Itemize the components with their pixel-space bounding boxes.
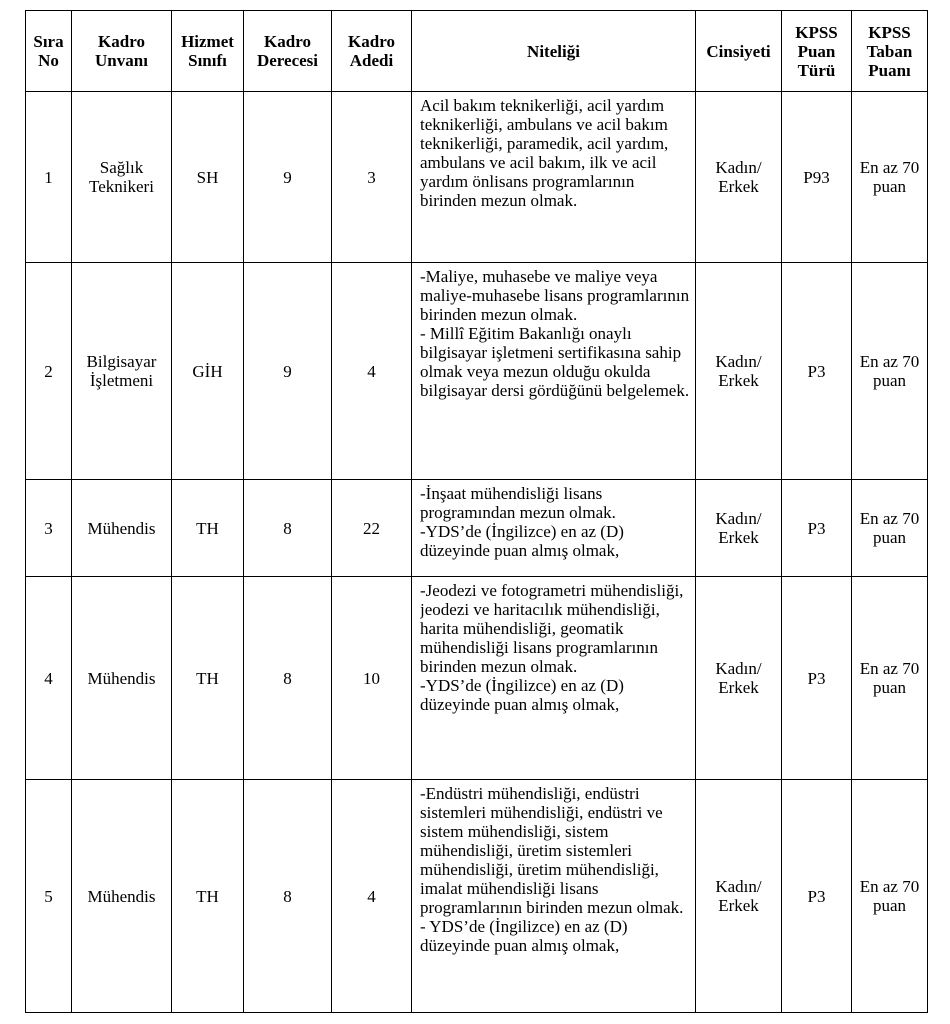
cell-derece: 9 <box>244 263 332 480</box>
table-row <box>26 577 928 780</box>
cell-taban: En az 70 puan <box>852 780 928 1013</box>
cell-cinsiyet: Kadın/ Erkek <box>696 780 782 1013</box>
header-sira-no: Sıra No <box>26 11 72 92</box>
cell-sira: 5 <box>26 780 72 1013</box>
cell-puan-turu: P3 <box>782 780 852 1013</box>
cell-sinif: GİH <box>172 263 244 480</box>
header-row <box>26 11 928 92</box>
header-kpss-taban-puani: KPSS Taban Puanı <box>852 11 928 92</box>
cell-derece: 8 <box>244 780 332 1013</box>
cell-sira: 1 <box>26 92 72 263</box>
cell-nitelik-text: -Jeodezi ve fotogrametri mühendisliği, jeodezi ve haritacılık mühendisliği, harita mühendisliği, geomatik mühendisliği lisans programlarının birinden mezun olmak. -YDS’de (İngilizce) en az (D) düzeyinde puan almış olmak, <box>420 581 684 714</box>
cell-taban: En az 70 puan <box>852 577 928 780</box>
cell-adet: 10 <box>332 577 412 780</box>
staff-positions-table <box>25 10 928 1013</box>
cell-adet: 3 <box>332 92 412 263</box>
cell-taban: En az 70 puan <box>852 480 928 577</box>
table-row <box>26 780 928 1013</box>
cell-sira: 3 <box>26 480 72 577</box>
cell-sira: 4 <box>26 577 72 780</box>
cell-puan-turu: P3 <box>782 577 852 780</box>
cell-unvan: Sağlık Teknikeri <box>72 92 172 263</box>
table-row <box>26 263 928 480</box>
cell-puan-turu: P3 <box>782 480 852 577</box>
header-kadro-adedi: Kadro Adedi <box>332 11 412 92</box>
cell-taban: En az 70 puan <box>852 92 928 263</box>
header-niteligi: Niteliği <box>412 11 696 92</box>
cell-nitelik <box>412 480 696 577</box>
cell-unvan: Bilgisayar İşletmeni <box>72 263 172 480</box>
cell-sinif: SH <box>172 92 244 263</box>
cell-derece: 8 <box>244 577 332 780</box>
cell-sinif: TH <box>172 577 244 780</box>
cell-cinsiyet: Kadın/ Erkek <box>696 577 782 780</box>
staff-positions-table-container <box>25 10 927 1013</box>
cell-nitelik <box>412 263 696 480</box>
header-kpss-puan-turu: KPSS Puan Türü <box>782 11 852 92</box>
cell-nitelik-text: -Maliye, muhasebe ve maliye veya maliye-muhasebe lisans programlarının birinden mezun olmak. - Millî Eğitim Bakanlığı onaylı bilgisayar işletmeni sertifikasına sahip olmak veya mezun olduğu okulda bilgisayar dersi gördüğünü belgelemek. <box>420 267 690 400</box>
cell-nitelik <box>412 577 696 780</box>
cell-cinsiyet: Kadın/ Erkek <box>696 480 782 577</box>
cell-unvan: Mühendis <box>72 780 172 1013</box>
cell-puan-turu: P3 <box>782 263 852 480</box>
cell-nitelik-text: -Endüstri mühendisliği, endüstri sistemleri mühendisliği, endüstri ve sistem mühendisliği, sistem mühendisliği, üretim sistemleri mühendisliği, üretim mühendisliği, imalat mühendisliği lisans programlarının birinden mezun olmak. - YDS’de (İngilizce) en az (D) düzeyinde puan almış olmak, <box>420 784 684 955</box>
table-row <box>26 480 928 577</box>
cell-adet: 4 <box>332 780 412 1013</box>
cell-nitelik-text: -İnşaat mühendisliği lisans programından mezun olmak. -YDS’de (İngilizce) en az (D) düzeyinde puan almış olmak, <box>420 484 624 560</box>
header-kadro-derecesi: Kadro Derecesi <box>244 11 332 92</box>
cell-puan-turu: P93 <box>782 92 852 263</box>
header-kadro-unvani: Kadro Unvanı <box>72 11 172 92</box>
header-hizmet-sinifi: Hizmet Sınıfı <box>172 11 244 92</box>
cell-adet: 22 <box>332 480 412 577</box>
table-row <box>26 92 928 263</box>
cell-cinsiyet: Kadın/ Erkek <box>696 92 782 263</box>
cell-derece: 8 <box>244 480 332 577</box>
header-cinsiyeti: Cinsiyeti <box>696 11 782 92</box>
cell-sira: 2 <box>26 263 72 480</box>
cell-nitelik-text: Acil bakım teknikerliği, acil yardım teknikerliği, ambulans ve acil bakım teknikerliği, paramedik, acil yardım, ambulans ve acil bakım, ilk ve acil yardım önlisans programlarının birinden mezun olmak. <box>420 96 669 210</box>
cell-cinsiyet: Kadın/ Erkek <box>696 263 782 480</box>
cell-adet: 4 <box>332 263 412 480</box>
cell-sinif: TH <box>172 780 244 1013</box>
cell-unvan: Mühendis <box>72 577 172 780</box>
cell-sinif: TH <box>172 480 244 577</box>
cell-derece: 9 <box>244 92 332 263</box>
cell-nitelik <box>412 92 696 263</box>
cell-unvan: Mühendis <box>72 480 172 577</box>
cell-taban: En az 70 puan <box>852 263 928 480</box>
cell-nitelik <box>412 780 696 1013</box>
